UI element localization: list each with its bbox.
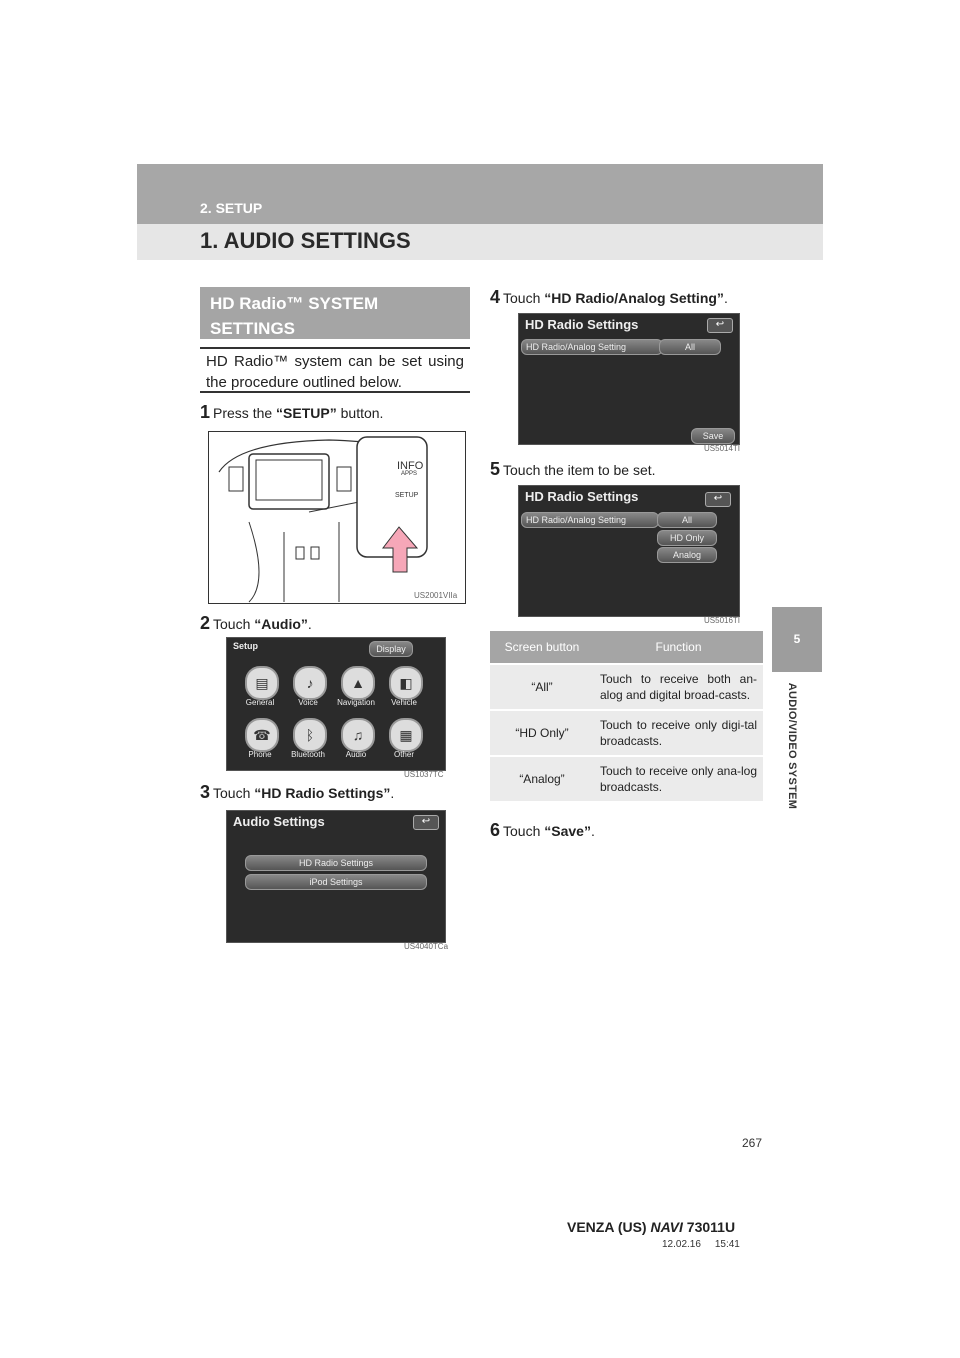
menu-label: Phone <box>248 750 272 759</box>
step-5: 5 Touch the item to be set. <box>490 459 656 479</box>
ipod-settings-button[interactable]: iPod Settings <box>245 874 427 890</box>
chapter-tab[interactable]: 5 <box>772 607 822 672</box>
general-icon[interactable]: ▤ <box>245 666 279 700</box>
navigation-icon[interactable]: ▲ <box>341 666 375 700</box>
screen-title: Setup <box>233 641 259 651</box>
screen-title: Audio Settings <box>233 814 325 829</box>
bluetooth-icon[interactable]: ᛒ <box>293 718 327 752</box>
section-label: 2. SETUP <box>200 200 263 216</box>
display-button[interactable]: Display <box>369 641 413 657</box>
back-icon[interactable]: ↩ <box>413 815 439 830</box>
column-header: Function <box>594 631 763 664</box>
back-icon[interactable]: ↩ <box>705 492 731 507</box>
info-button-label: INFO <box>397 460 424 472</box>
screen-title: HD Radio Settings <box>525 489 639 504</box>
apps-label: APPS <box>401 471 418 477</box>
figure-code: US4040TCa <box>404 942 449 951</box>
hd-radio-settings-button[interactable]: HD Radio Settings <box>245 855 427 871</box>
hd-options-screen <box>518 485 740 617</box>
column-header: Screen button <box>490 631 594 664</box>
step-1: 1 Press the “SETUP” button. <box>200 402 384 422</box>
setup-button-label: SETUP <box>395 492 419 499</box>
page-number: 267 <box>742 1136 763 1150</box>
setting-value: All <box>659 339 721 355</box>
step-3: 3 Touch “HD Radio Settings”. <box>200 782 395 802</box>
table-row <box>490 710 763 756</box>
hd-analog-setting-row[interactable]: HD Radio/Analog Setting <box>521 512 659 528</box>
figure-code: US5016TI <box>704 616 741 625</box>
option-hd-only-button[interactable]: HD Only <box>657 530 717 546</box>
menu-label: Other <box>393 750 414 759</box>
table-cell: “HD Only” <box>490 710 594 756</box>
function-table <box>490 631 763 801</box>
table-header-row <box>490 631 763 664</box>
audio-icon[interactable]: ♫ <box>341 718 375 752</box>
option-all-button[interactable]: All <box>657 512 717 528</box>
footer-model: VENZA (US) NAVI 73011U <box>567 1219 736 1235</box>
figure-code: US1037TC <box>404 770 444 779</box>
intro-text: HD Radio™ system can be set using the procedure outlined below. <box>200 347 470 393</box>
figure-code: US2001VIIa <box>414 591 458 600</box>
box-title: HD Radio™ SYSTEM SETTINGS <box>200 287 470 339</box>
page-title: 1. AUDIO SETTINGS <box>200 228 411 253</box>
table-row <box>490 664 763 710</box>
menu-label: Bluetooth <box>291 750 325 759</box>
setup-menu-screen <box>226 637 446 771</box>
save-button[interactable]: Save <box>691 428 735 444</box>
table-cell: “All” <box>490 664 594 710</box>
table-row <box>490 756 763 801</box>
menu-label: Voice <box>298 698 318 707</box>
screen-title: HD Radio Settings <box>525 317 639 332</box>
vehicle-icon[interactable]: ◧ <box>389 666 423 700</box>
hd-analog-setting-row[interactable]: HD Radio/Analog Setting <box>521 339 663 355</box>
step-2: 2 Touch “Audio”. <box>200 613 312 633</box>
table-cell: Touch to receive only digi-tal broadcasts. <box>594 710 763 756</box>
back-icon[interactable]: ↩ <box>707 318 733 333</box>
step-4: 4 Touch “HD Radio/Analog Setting”. <box>490 287 728 307</box>
footer-date: 12.02.16 15:41 <box>662 1239 740 1250</box>
dashboard-drawing <box>209 432 465 603</box>
other-icon[interactable]: ▦ <box>389 718 423 752</box>
menu-label: Audio <box>345 750 367 759</box>
voice-icon[interactable]: ♪ <box>293 666 327 700</box>
menu-label: Vehicle <box>391 698 417 707</box>
option-analog-button[interactable]: Analog <box>657 547 717 563</box>
dashboard-figure <box>208 431 466 604</box>
chapter-label: AUDIO/VIDEO SYSTEM <box>786 682 798 810</box>
menu-label: Navigation <box>337 698 375 707</box>
step-6: 6 Touch “Save”. <box>490 820 595 840</box>
audio-settings-screen <box>226 810 446 943</box>
figure-code: US5014TI <box>704 444 741 453</box>
table-cell: Touch to receive only ana-log broadcasts. <box>594 756 763 801</box>
menu-label: General <box>245 698 275 707</box>
hd-radio-settings-screen <box>518 313 740 445</box>
table-cell: Touch to receive both an-alog and digital broad-casts. <box>594 664 763 710</box>
phone-icon[interactable]: ☎ <box>245 718 279 752</box>
table-cell: “Analog” <box>490 756 594 801</box>
